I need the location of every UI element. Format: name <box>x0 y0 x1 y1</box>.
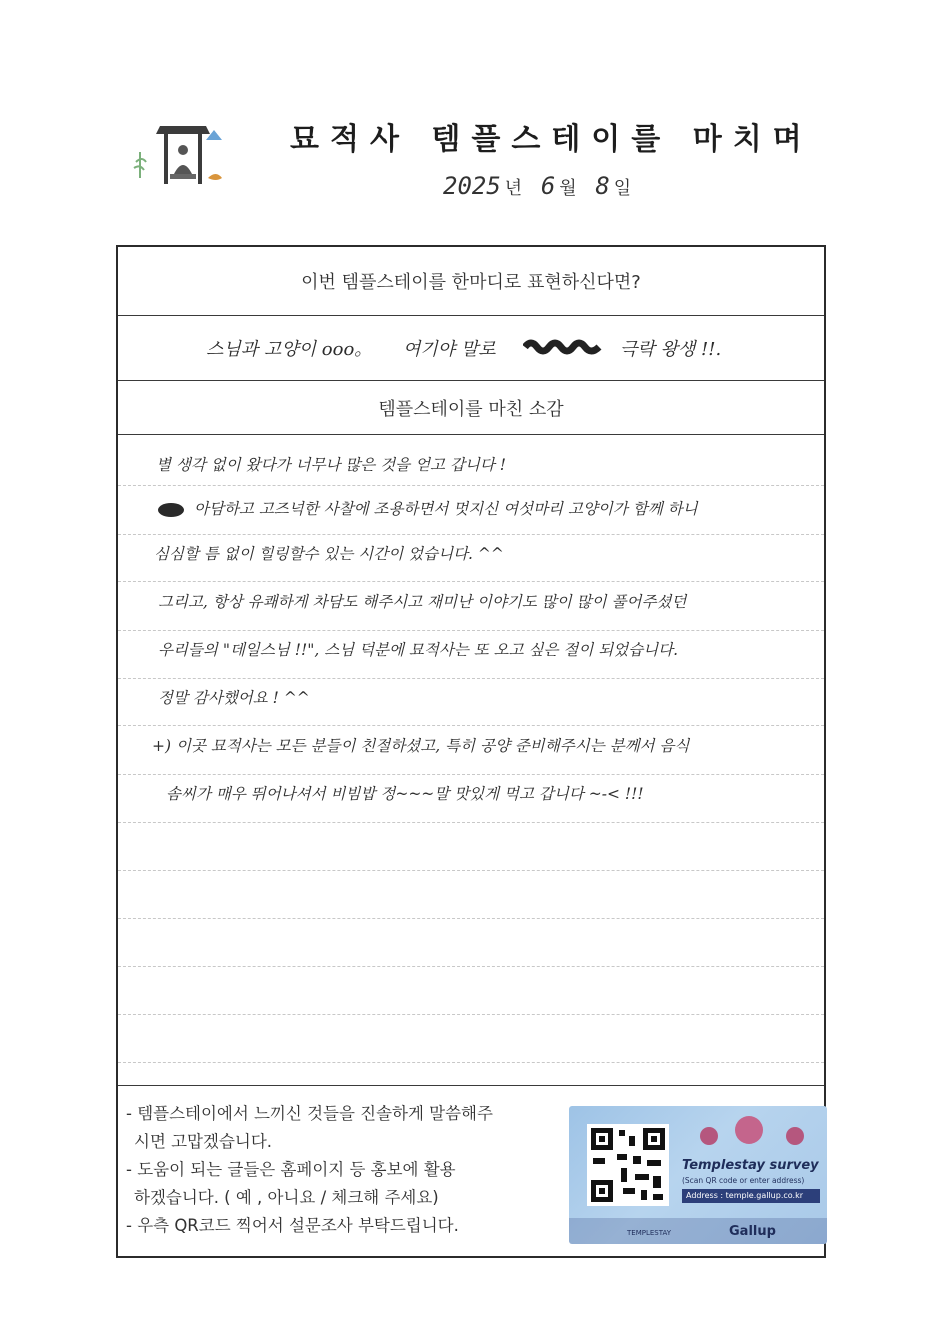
ruled-line <box>118 870 824 871</box>
notes-section <box>118 1086 824 1258</box>
answer-part-3: 극락 왕생 !!. <box>620 339 722 360</box>
ruled-line <box>118 581 824 582</box>
month-label: 월 <box>559 178 577 199</box>
note-line: 시면 고맙겠습니다. <box>134 1132 273 1151</box>
gallup-logo-text: Gallup <box>729 1224 776 1239</box>
scribble-mark <box>158 503 184 517</box>
day-label: 일 <box>613 178 632 199</box>
ruled-line <box>118 534 824 535</box>
divider <box>118 380 824 381</box>
note-line: - 우측 QR코드 찍어서 설문조사 부탁드립니다. <box>126 1216 459 1235</box>
date-line <box>443 172 637 200</box>
question1-answer[interactable] <box>118 316 824 380</box>
note-line: - 도움이 되는 글들은 홈페이지 등 홍보에 활용 <box>126 1160 456 1179</box>
ruled-line <box>118 774 824 775</box>
flower-decoration <box>697 1114 817 1154</box>
answer-part-2: 여기야 말로 <box>403 339 496 360</box>
ruled-line <box>118 966 824 967</box>
answer-part-1: 스님과 고양이 ooo。 <box>206 339 373 360</box>
handwritten-line: 그리고, 항상 유쾌하게 차담도 해주시고 재미난 이야기도 많이 많이 풀어주셨던 <box>158 593 687 611</box>
handwritten-line: 솜씨가 매우 뛰어나셔서 비빔밥 정~~~말 맛있게 먹고 갑니다 ~-< !!! <box>166 785 644 803</box>
handwritten-line: +) 이곳 묘적사는 모든 분들이 친절하셨고, 특히 공양 준비해주시는 분께서 음식 <box>152 737 690 755</box>
handwritten-text: 아담하고 고즈넉한 사찰에 조용하면서 멋지신 여섯마리 고양이가 함께 하니 <box>194 500 698 518</box>
question2-label: 템플스테이를 마친 소감 <box>378 399 564 420</box>
ruled-line <box>118 918 824 919</box>
ruled-line <box>118 630 824 631</box>
templestay-logo-text: TEMPLESTAY <box>627 1229 671 1237</box>
note-line: - 템플스테이에서 느끼신 것들을 진솔하게 말씀해주 <box>126 1104 493 1123</box>
date-month: 6 <box>540 172 556 200</box>
handwritten-line: 우리들의 "데일스님 !!", 스님 덕분에 묘적사는 또 오고 싶은 절이 되었습니다. <box>158 641 679 659</box>
survey-card[interactable] <box>569 1106 827 1244</box>
card-footer <box>569 1218 827 1244</box>
impressions-area[interactable] <box>118 435 824 1085</box>
ruled-line <box>118 485 824 486</box>
ruled-line <box>118 725 824 726</box>
page-title: 묘적사 템플스테이를 마치며 <box>290 122 813 157</box>
ruled-line <box>118 1014 824 1015</box>
question1-label: 이번 템플스테이를 한마디로 표현하신다면? <box>301 272 641 293</box>
ruled-line <box>118 822 824 823</box>
date-year: 2025 <box>443 172 501 200</box>
temple-logo <box>128 118 228 196</box>
survey-address[interactable]: Address : temple.gallup.co.kr <box>682 1189 820 1203</box>
survey-subtitle: (Scan QR code or enter address) <box>682 1176 805 1185</box>
qr-code[interactable] <box>587 1124 669 1206</box>
scribble-mark <box>523 338 603 356</box>
survey-form <box>116 245 826 1258</box>
ruled-line <box>118 678 824 679</box>
survey-title: Templestay survey <box>682 1158 819 1173</box>
handwritten-line: 심심할 틈 없이 힐링할수 있는 시간이 었습니다. ^^ <box>154 545 504 563</box>
handwritten-line: 정말 감사했어요 ! ^^ <box>158 689 310 707</box>
ruled-line <box>118 1062 824 1063</box>
handwritten-line: 별 생각 없이 왔다가 너무나 많은 것을 얻고 갑니다 ! <box>156 456 507 474</box>
date-day: 8 <box>595 172 610 200</box>
handwritten-line <box>158 497 698 519</box>
note-line: 하겠습니다. ( 예 , 아니요 / 체크해 주세요) <box>134 1188 439 1207</box>
year-label: 년 <box>504 178 523 199</box>
notes-text <box>126 1100 566 1240</box>
